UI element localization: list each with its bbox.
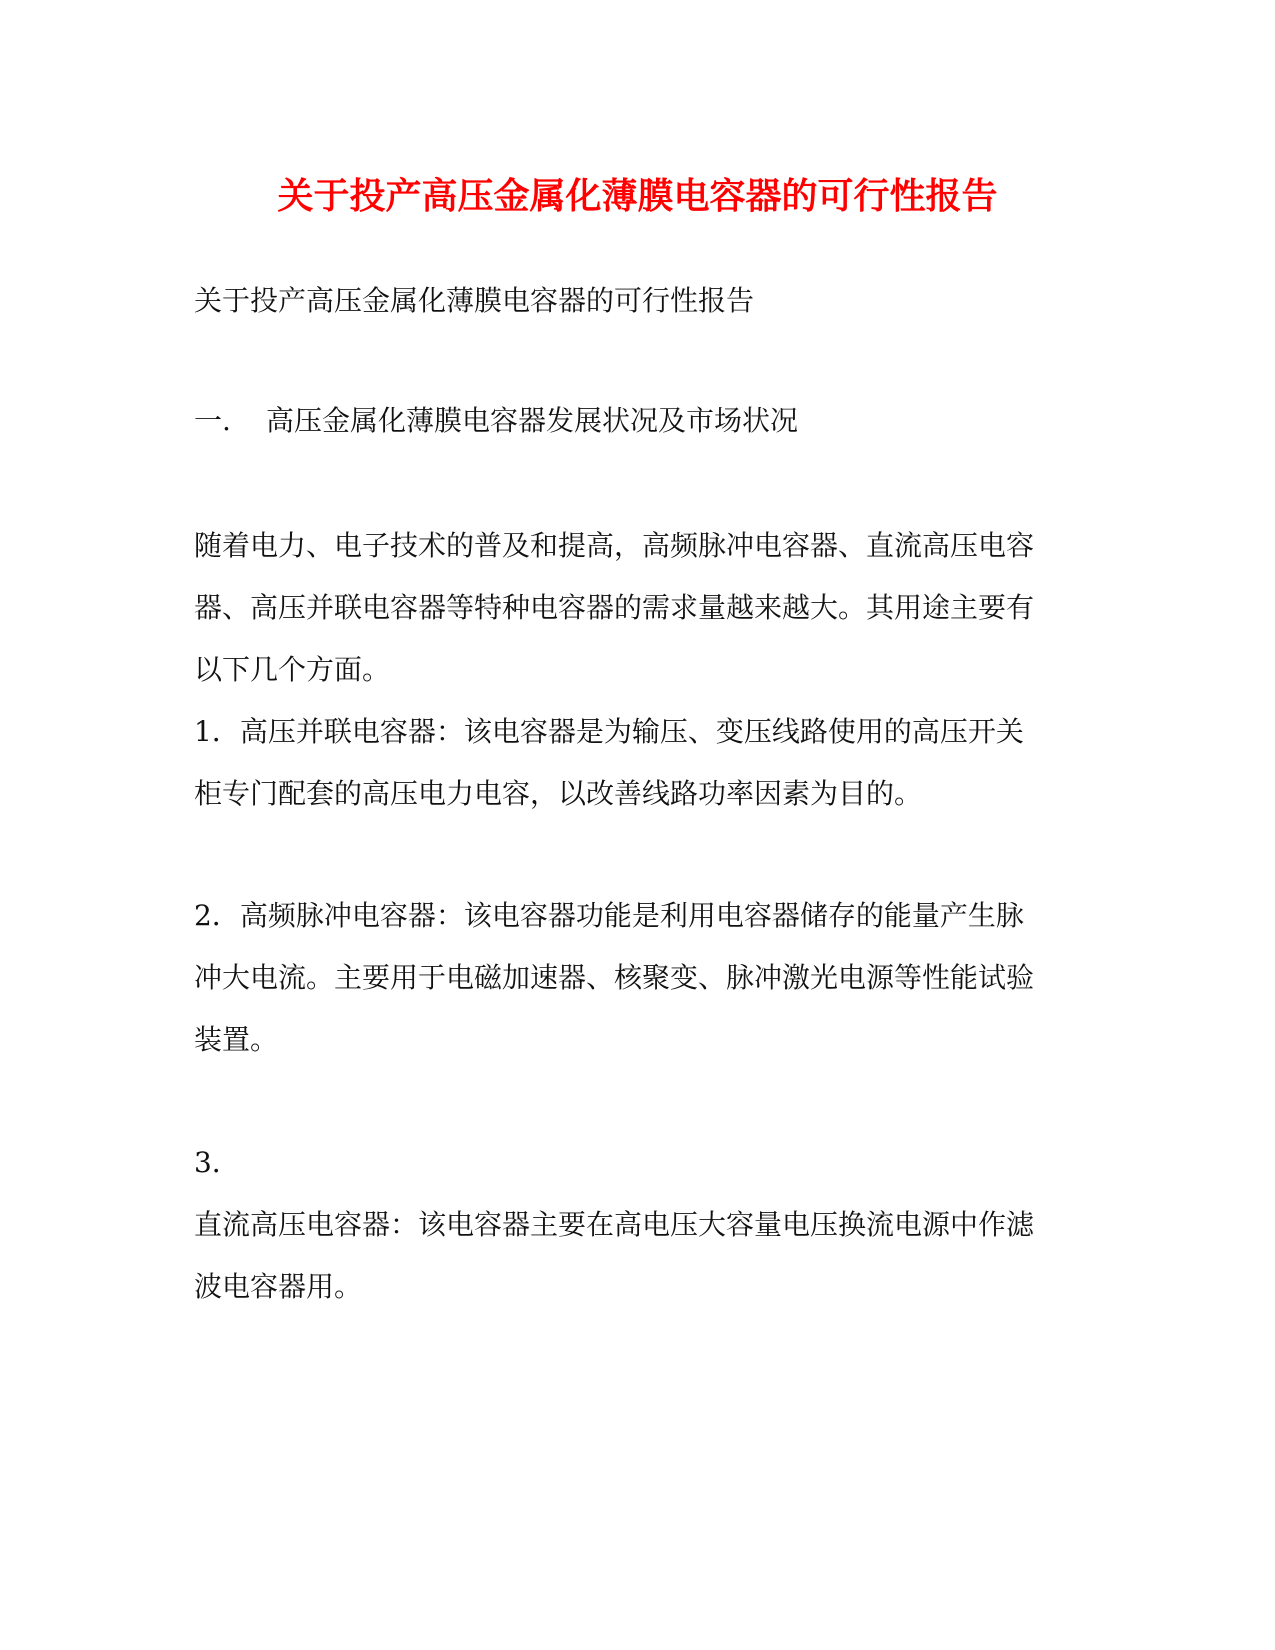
list-item-line: 装置。 <box>194 1023 279 1056</box>
list-item-line: 冲大电流。主要用于电磁加速器、核聚变、脉冲激光电源等性能试验 <box>194 961 1035 994</box>
paragraph-line: 随着电力、电子技术的普及和提高，高频脉冲电容器、直流高压电容 <box>194 529 1035 562</box>
paragraph-line: 以下几个方面。 <box>194 653 391 686</box>
list-item-line: 2．高频脉冲电容器：该电容器功能是利用电容器储存的能量产生脉 <box>194 899 1024 932</box>
section-heading-text: 高压金属化薄膜电容器发展状况及市场状况 <box>266 404 799 437</box>
section-number: 一. <box>194 404 231 437</box>
list-item-line: 直流高压电容器：该电容器主要在高电压大容量电压换流电源中作滤 <box>194 1208 1035 1241</box>
paragraph-line: 器、高压并联电容器等特种电容器的需求量越来越大。其用途主要有 <box>194 591 1035 624</box>
list-item-line: 1．高压并联电容器：该电容器是为输压、变压线路使用的高压开关 <box>194 715 1024 748</box>
document-subtitle: 关于投产高压金属化薄膜电容器的可行性报告 <box>194 284 755 317</box>
list-item-line: 柜专门配套的高压电力电容，以改善线路功率因素为目的。 <box>194 777 923 810</box>
list-item-number: 3． <box>194 1146 240 1179</box>
section-heading <box>194 401 1074 441</box>
document-title: 关于投产高压金属化薄膜电容器的可行性报告 <box>277 175 998 217</box>
list-item-line: 波电容器用。 <box>194 1270 363 1303</box>
